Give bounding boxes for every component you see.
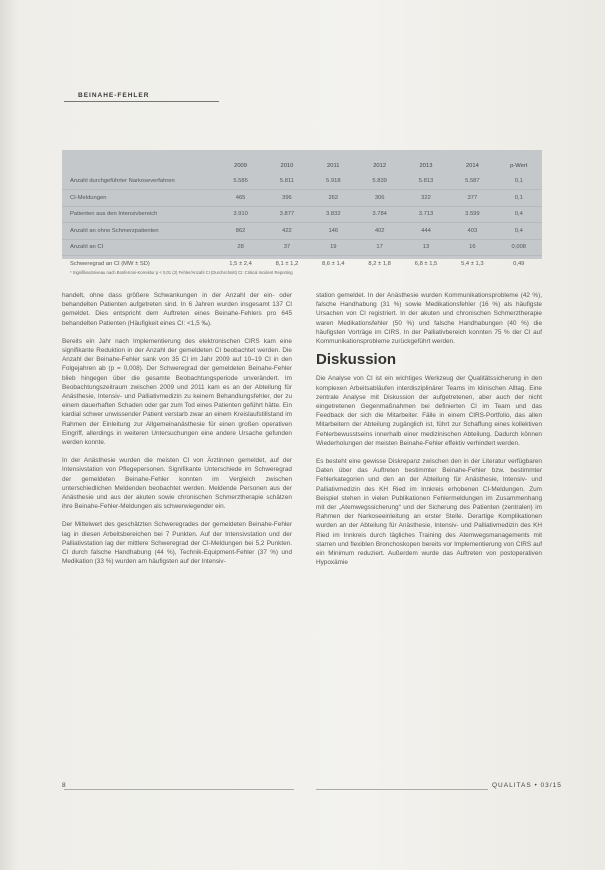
paragraph: station gemeldet. In der Anästhesie wurden Kommunikationsprobleme (42 %), falsche Handhabung (31 %) sowie Medikationsfehler (16 %) als häufigste Ursachen von CI registriert. In der akuten und chronischen Schmerztherapie waren Medikationsfehler (50 %) und falsche Handhabungen (40 %) die häufigsten Vorträge im CIRS. In der Palliativbereich konnten 75 % der CI auf Kommunikationsprobleme zurückgeführt werden. <box>316 292 542 346</box>
table-cell: 5,4 ± 1,3 <box>461 260 484 267</box>
table-cell: 6,8 ± 1,5 <box>414 260 438 267</box>
table-cell: 3.832 <box>310 206 356 223</box>
table-cell: 0,008 <box>496 239 542 256</box>
table-cell: 465 <box>217 190 263 207</box>
table-footnote: * Signifikanzniveau nach Bonferroni-Korrektur p < 0,01 (2) Fehler/Anzahl CI (Durchschnitt) CI: Critical Incident Reporting <box>70 270 293 275</box>
row-label: Patienten aus den Intensivbereich <box>62 206 217 223</box>
table-row <box>62 190 542 207</box>
text-column-left <box>62 291 292 575</box>
table-cell: 8,1 ± 1,2 <box>275 260 299 267</box>
paragraph: Die Analyse von CI ist ein wichtiges Werkzeug der Qualitätssicherung in den komplexen Arbeitsabläufen interdisziplinärer Teams im klinischen Alltag. Eine zentrale Analyse mit Diskussion der aufgetretenen, aber auch der nicht eingetretenen Gegenmaßnahmen bei definierten CI im Team und das Feedback der sich die Mitarbeiter. Fälle in einem CIRS-Portfolio, das allen Mitarbeitern der Abteilung zugänglich ist, führt zur Schaffung eines kollektiven Fehlerbewusstseins innerhalb einer medizinischen Abteilung. Dadurch können Wiederholungen der meisten Beinahe-Fehler effektiv verhindert werden. <box>316 375 542 447</box>
table-cell: 0,4 <box>496 223 542 240</box>
table-cell: 5.587 <box>449 174 495 190</box>
table-cell: 17 <box>356 239 402 256</box>
table-header-cell: 2014 <box>465 162 479 169</box>
section-label: BEINAHE-FEHLER <box>78 92 150 99</box>
row-label: Anzahl durchgeführter Narkoseverfahren <box>62 174 217 190</box>
table-cell: 0,1 <box>496 190 542 207</box>
table-cell: 262 <box>310 190 356 207</box>
table-cell: 1,5 ± 2,4 <box>229 260 252 267</box>
row-label: Anzahl an CI <box>62 239 217 256</box>
paragraph: Bereits ein Jahr nach Implementierung des elektronischen CIRS kam eine signifikante Reduktion in der Anzahl der gemeldeten CI beobachtet werden. Die Anzahl der Beinahe-Fehler sank von 35 CI im Jahr 2009 auf 10–19 CI in den Folgejahren ab (p = 0,008). Der Schweregrad der gemeldeten Beinahe-Fehler blieb hingegen über die gesamte Beobachtungsperiode unverändert. Im Beobachtungszeitraum zwischen 2009 und 2011 kam es an der Abteilung für Anästhesie, Intensiv- und Palliativmedizin zu keinem Behandlungsfehler, der zu einem dauerhaften Schaden oder gar zum Tod eines Patienten geführt hätte. Ein kardial schwer unwissender Patient verstarb zwar an einem Kreislaufstillstand im Rahmen der Einleitung zur Allgemeinanästhesie für einen großen operativen Eingriff, allerdings in weiteren Untersuchungen eine andere Ursache gefunden werden konnte. <box>62 337 292 447</box>
table-cell: 377 <box>449 190 495 207</box>
table-cell: 8,2 ± 1,8 <box>368 260 391 267</box>
paragraph: handelt, ohne dass größere Schwankungen in der Anzahl der ein- oder behandelten Patienten aufgetreten sind. In 6 Jahren wurden insgesamt 137 CI gemeldet. Dies entspricht dem Auftreten eines Beinahe-Fehlers pro 645 behandelten Patienten (Häufigkeit eines CI: <1,5 ‰). <box>62 292 292 327</box>
table-cell: 5.918 <box>310 174 356 190</box>
table-cell: 28 <box>217 239 263 256</box>
page-number: 8 <box>62 782 66 789</box>
table-header-cell: 2012 <box>373 162 387 169</box>
table-header-cell: 2010 <box>280 162 294 169</box>
table-cell: 322 <box>403 190 449 207</box>
table-cell: 8,6 ± 1,4 <box>322 260 345 267</box>
table-cell: 5.813 <box>403 174 449 190</box>
table-row <box>62 239 542 256</box>
paragraph: Der Mittelwert des geschätzten Schweregrades der gemeldeten Beinahe-Fehler lag in diesen Arbeitsbereichen bei 7 Punkten. Auf der Intensivstation und der Palliativstation lag der mittlere Schweregrad der CI-Meldungen bei 5,2 Punkten. CI durch falsche Handhabung (44 %), Technik-Equipment-Fehler (37 %) und Medikation (33 %) wurden am häufigsten auf der Intensiv- <box>62 521 292 566</box>
table-cell: 0,49 <box>513 260 525 267</box>
table-cell: 0,1 <box>496 174 542 190</box>
table-cell: 3.599 <box>449 206 495 223</box>
table-row <box>62 174 542 190</box>
row-label: CI-Meldungen <box>62 190 217 207</box>
header-rule <box>64 101 219 102</box>
row-label: Schweregrad an CI (MW ± SD) <box>70 260 150 267</box>
table-header-cell: 2011 <box>327 162 340 169</box>
table-row <box>62 206 542 223</box>
row-label: Anzahl an ohne Schmerzpatienten <box>62 223 217 240</box>
table-header-row <box>62 158 542 174</box>
table-cell: 16 <box>449 239 495 256</box>
table-header-cell: 2009 <box>234 162 248 169</box>
table-cell: 403 <box>449 223 495 240</box>
table-cell: 3.713 <box>403 206 449 223</box>
table-header-cell: 2013 <box>419 162 433 169</box>
footer-rule-left <box>64 789 294 790</box>
table-cell: 146 <box>310 223 356 240</box>
table-cell: 5.585 <box>217 174 263 190</box>
table-cell: 3.910 <box>217 206 263 223</box>
table-cell: 444 <box>403 223 449 240</box>
table-header-cell <box>62 158 217 174</box>
table-cell: 402 <box>356 223 402 240</box>
table-cell: 306 <box>356 190 402 207</box>
table-cell: 5.839 <box>356 174 402 190</box>
table-cell: 37 <box>264 239 310 256</box>
journal-name: QUALITAS • 03/15 <box>492 782 562 789</box>
table-cell: 0,4 <box>496 206 542 223</box>
table-cell: 862 <box>217 223 263 240</box>
table-cell: 3.784 <box>356 206 402 223</box>
table-cell: 13 <box>403 239 449 256</box>
statistics-table <box>62 158 542 272</box>
paragraph: Es besteht eine gewisse Diskrepanz zwischen den in der Literatur verfügbaren Daten über das Auftreten bestimmter Beinahe-Fehler bzw. bestimmter Fehlerkategorien und den an der Abteilung für Anästhesie, Intensiv- und Palliativmedizin des KH Ried im Innkreis erhobenen CI-Meldungen. Zum Beispiel stehen in vielen Publikationen Fehlermeldungen im Zusammenhang mit der „Atemwegssicherung“ und der Sicherung des Patienten (zentralen) im Rahmen der Narkoseeinleitung an erster Stelle. Derartige Komplikationen wurden an der Abteilung für Anästhesie, Intensiv- und Palliativmedizin des KH Ried im Innkreis durch tägliches Training des Atemwegsmanagements mit starren und flexiblen Bronchoskopen bereits vor Implementierung von CIRS auf ein Minimum reduziert. Außerdem wurde das Auftreten von postoperativen Hypoxämie <box>316 458 542 567</box>
section-heading: Diskussion <box>316 351 397 369</box>
table-cell: 3.877 <box>264 206 310 223</box>
table-cell: 5.811 <box>264 174 310 190</box>
table-cell: 396 <box>264 190 310 207</box>
table-row <box>62 223 542 240</box>
table-header-cell: p-Wert <box>510 162 528 169</box>
table-cell: 422 <box>264 223 310 240</box>
text-column-right <box>316 291 542 576</box>
paragraph: In der Anästhesie wurden die meisten CI von Ärztinnen gemeldet, auf der Intensivstation von Pflegepersonen. Signifikante Unterschiede im Schweregrad der gemeldeten Beinahe-Fehler konnten im Vergleich zwischen unterschiedlichen Meldenden beobachtet werden. Meldende Personen aus der Anästhesie und aus der akuten sowie chronischen Schmerztherapie schätzen ihre Beinahe-Fehler-Meldungen als schwerwiegender ein. <box>62 457 292 511</box>
table-cell: 19 <box>310 239 356 256</box>
footer-rule-right <box>316 789 488 790</box>
